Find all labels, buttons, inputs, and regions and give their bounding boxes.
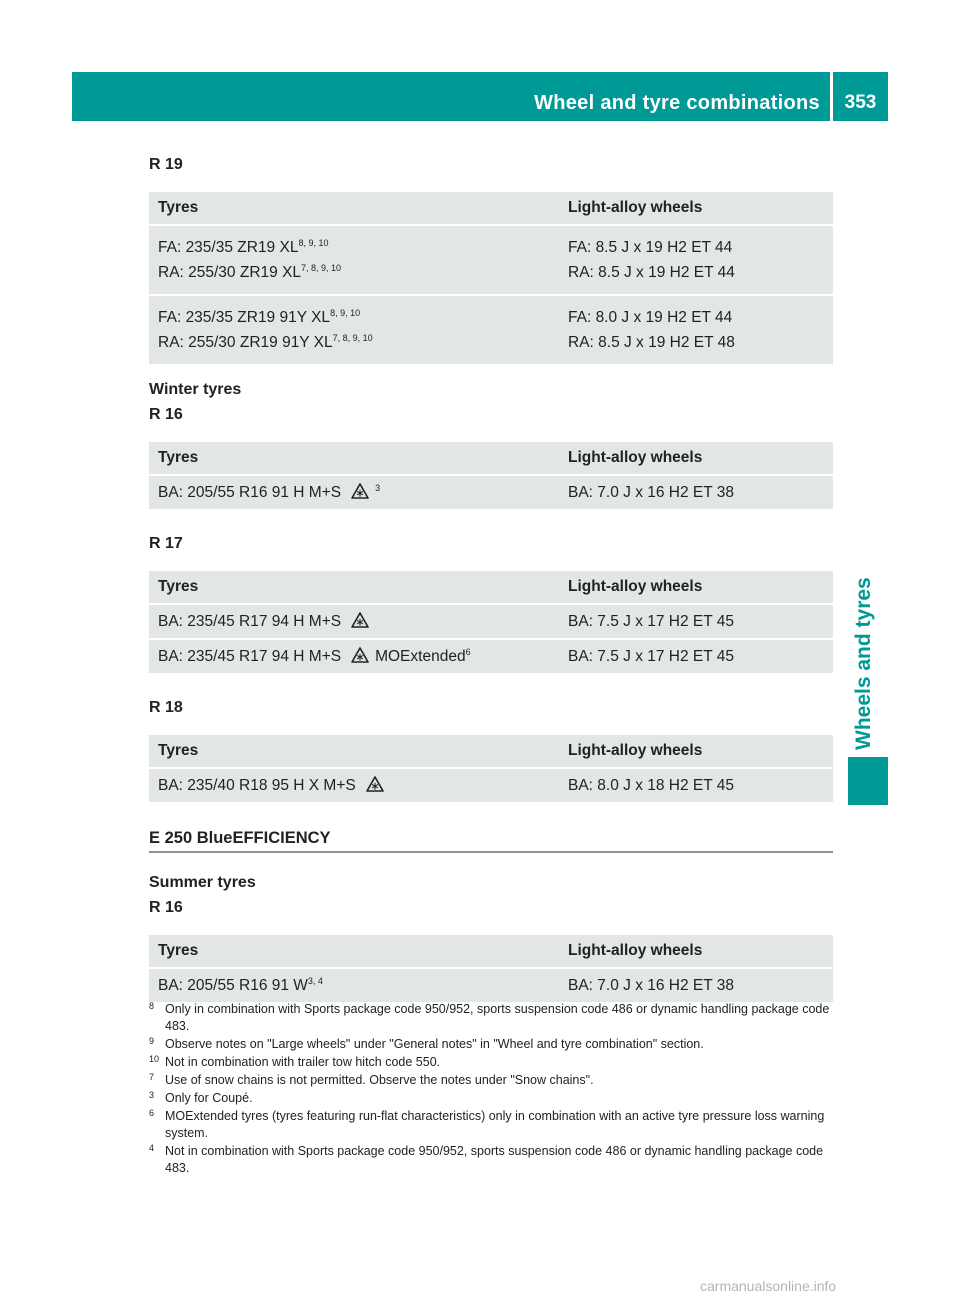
wheel-line: FA: 8.0 J x 19 H2 ET 44 — [568, 309, 733, 326]
page-number: 353 — [844, 92, 877, 113]
col-header-wheels: Light-alloy wheels — [559, 571, 833, 605]
footnote-number: 6 — [149, 1108, 155, 1118]
tyre-line — [158, 330, 550, 355]
tyre-cell — [149, 226, 559, 296]
tyre-text: BA: 235/45 R17 94 H M+S — [158, 648, 342, 665]
table-header-row — [149, 735, 833, 769]
footnote — [149, 1143, 833, 1177]
page-content — [149, 150, 833, 1004]
col-header-tyres: Tyres — [149, 571, 559, 605]
wheel-line: RA: 8.5 J x 19 H2 ET 48 — [568, 334, 735, 351]
table-row — [149, 769, 833, 804]
tyre-table-winter-r17 — [149, 571, 833, 675]
footnote-ref: 7, 8, 9, 10 — [332, 333, 373, 343]
tyre-text: FA: 235/35 ZR19 91Y XL — [158, 309, 331, 326]
footnote-text: Use of snow chains is not permitted. Observe the notes under "Snow chains". — [165, 1073, 594, 1087]
footnote — [149, 1036, 833, 1053]
footnote-text: Not in combination with trailer tow hitch code 550. — [165, 1055, 441, 1069]
table-row — [149, 296, 833, 366]
snowflake-mountain-icon — [366, 776, 384, 792]
snowflake-mountain-icon — [351, 647, 369, 663]
section-heading-r17: R 17 — [149, 535, 183, 552]
footnote-text: Only in combination with Sports package code 950/952, sports suspension code 486 or dynamic handling package code 483. — [165, 1002, 830, 1033]
col-header-wheels: Light-alloy wheels — [559, 935, 833, 969]
footnote — [149, 1054, 833, 1071]
section-heading-r16-summer: R 16 — [149, 899, 183, 916]
footnote-number: 7 — [149, 1072, 155, 1082]
tyre-cell — [149, 476, 559, 511]
footnote — [149, 1090, 833, 1107]
tyre-text: BA: 205/55 R16 91 W — [158, 976, 308, 994]
table-row — [149, 476, 833, 511]
table-header-row — [149, 192, 833, 226]
footnote-number: 3 — [149, 1090, 155, 1100]
footnote — [149, 1108, 833, 1142]
col-header-tyres: Tyres — [149, 442, 559, 476]
col-header-wheels: Light-alloy wheels — [559, 442, 833, 476]
tyre-text: FA: 235/35 ZR19 XL — [158, 239, 299, 256]
tyre-line — [158, 260, 550, 285]
tyre-cell — [149, 969, 559, 1004]
page-header-title: Wheel and tyre combinations — [534, 92, 820, 114]
section-heading-summer: Summer tyres — [149, 874, 256, 891]
footnote-ref: 7, 8, 9, 10 — [301, 263, 342, 273]
footnote — [149, 1072, 833, 1089]
col-header-tyres: Tyres — [149, 935, 559, 969]
table-row — [149, 226, 833, 296]
wheel-line: FA: 8.5 J x 19 H2 ET 44 — [568, 239, 733, 256]
wheel-cell — [559, 226, 833, 296]
watermark: carmanualsonline.info — [700, 1278, 837, 1294]
col-header-wheels: Light-alloy wheels — [559, 192, 833, 226]
footnote-ref: 8, 9, 10 — [298, 238, 329, 248]
tyre-text: BA: 205/55 R16 91 H M+S — [158, 484, 342, 501]
section-heading-r18: R 18 — [149, 699, 183, 716]
wheel-cell — [559, 296, 833, 366]
table-header-row — [149, 442, 833, 476]
tyre-cell — [149, 296, 559, 366]
tyre-text: BA: 235/45 R17 94 H M+S — [158, 613, 342, 630]
table-header-row — [149, 571, 833, 605]
header-bar — [72, 72, 888, 121]
footnotes — [149, 1001, 833, 1178]
table-header-row — [149, 935, 833, 969]
footnote-text: Observe notes on "Large wheels" under "General notes" in "Wheel and tyre combination" section. — [165, 1037, 704, 1051]
footnote-number: 10 — [149, 1054, 160, 1064]
footnote — [149, 1001, 833, 1035]
footnote-text: Not in combination with Sports package code 950/952, sports suspension code 486 or dynamic handling package code 483. — [165, 1144, 824, 1175]
wheel-cell: BA: 7.0 J x 16 H2 ET 38 — [559, 969, 833, 1004]
snowflake-mountain-icon — [351, 483, 369, 499]
wheel-cell: BA: 7.5 J x 17 H2 ET 45 — [559, 605, 833, 640]
tyre-text: BA: 235/40 R18 95 H X M+S — [158, 777, 356, 794]
snowflake-mountain-icon — [351, 612, 369, 628]
footnote-ref: 3 — [375, 483, 381, 493]
table-row — [149, 640, 833, 675]
wheel-cell: BA: 8.0 J x 18 H2 ET 45 — [559, 769, 833, 804]
footnote-number: 9 — [149, 1036, 155, 1046]
footnote-ref: 3, 4 — [307, 975, 323, 986]
table-row — [149, 605, 833, 640]
footnote-text: MOExtended tyres (tyres featuring run-flat characteristics) only in combination with an active tyre pressure loss warning system. — [165, 1109, 825, 1140]
tyre-table-r19 — [149, 192, 833, 366]
tyre-cell — [149, 640, 559, 675]
tyre-table-summer-r16 — [149, 935, 833, 1004]
side-tab-label: Wheels and tyres — [852, 577, 875, 750]
footnote-number: 8 — [149, 1001, 155, 1011]
tyre-cell — [149, 769, 559, 804]
tyre-text: RA: 255/30 ZR19 91Y XL — [158, 334, 333, 351]
table-row — [149, 969, 833, 1004]
side-tab-marker — [848, 757, 888, 805]
tyre-line — [158, 305, 550, 330]
model-section-title: E 250 BlueEFFICIENCY — [149, 829, 833, 853]
tyre-text: RA: 255/30 ZR19 XL — [158, 264, 302, 281]
tyre-table-winter-r18 — [149, 735, 833, 804]
wheel-cell: BA: 7.5 J x 17 H2 ET 45 — [559, 640, 833, 675]
footnote-ref: 8, 9, 10 — [330, 308, 361, 318]
col-header-tyres: Tyres — [149, 735, 559, 769]
footnote-ref: 6 — [465, 647, 471, 657]
section-heading-r16-winter: R 16 — [149, 406, 183, 423]
tyre-extra: MOExtended — [375, 648, 466, 665]
col-header-tyres: Tyres — [149, 192, 559, 226]
section-heading-r19: R 19 — [149, 156, 183, 173]
footnote-number: 4 — [149, 1143, 155, 1153]
col-header-wheels: Light-alloy wheels — [559, 735, 833, 769]
footnote-text: Only for Coupé. — [165, 1091, 253, 1105]
wheel-line: RA: 8.5 J x 19 H2 ET 44 — [568, 264, 735, 281]
tyre-line — [158, 235, 550, 260]
tyre-cell — [149, 605, 559, 640]
wheel-cell: BA: 7.0 J x 16 H2 ET 38 — [559, 476, 833, 511]
tyre-table-winter-r16 — [149, 442, 833, 511]
section-heading-winter: Winter tyres — [149, 381, 242, 398]
